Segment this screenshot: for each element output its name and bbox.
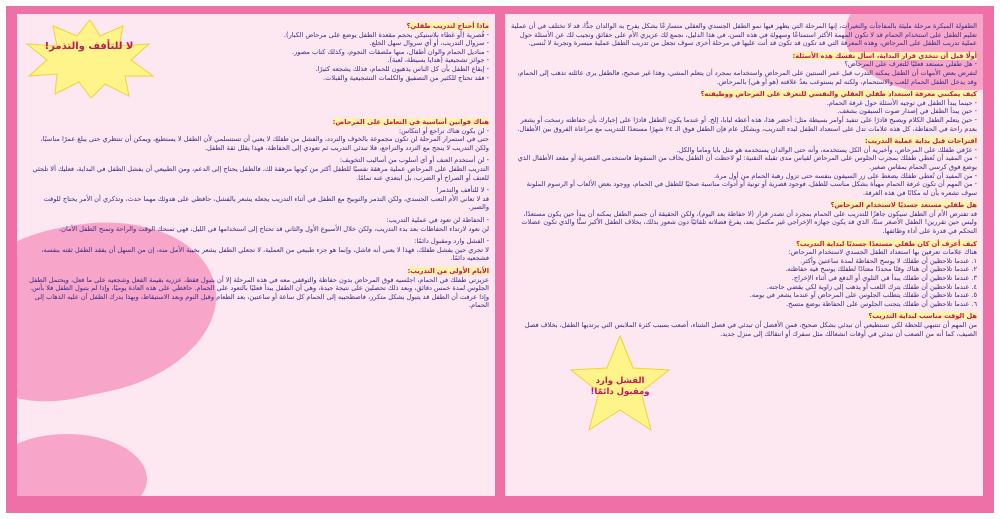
section [511,201,977,235]
text-line: - عرّفي طفلك على المرحاض، وأخبريه أن الكل يستخدمه، وأنه حتى الوالدان يستخدمه هو مثل بابا وماما والكل. [676,145,977,154]
text-line: لتفرض بعض الأمهات أن الطفل يمكنه التدرب قبل عمر السنتين على المرحاض واستخدامه بمجرد أن يتعلم المشي، وهذا غير صحيح، فالطفل يرى عائلته تذهب إلى الحمام، وقد يدخل الطفل الحمام للعب والاستحمام، ولكنه لم يستوعب بعدُ علاقته (هو أو هي) بالمرحاض. [517,68,977,86]
text-line: التدريب الطفل على المرحاض عملية مرهقة نفسيًا للطفل أكثر من كونها مرهقة لك، فالطفل يحتاج إلى الدعم، ومن الطبيعي أن يفشل الطفل في البداية، فعليك ألا تلجئي للعنف أو الصراخ أو الضرب، بل ابتعدي عنه تمامًا. [32,164,489,182]
section-heading: ماذا أحتاج لتدريب طفلي؟ [406,22,489,30]
text-line: قد لا تعاني الأم التعب الجسدي، ولكن التذمر والتوبيخ مع الطفل في أثناء التدريب يجعله يشعر بالفشل، حافظي على هدوئك مهما حدث، وتذكري أن الأمر يحتاج للوقت والصبر. [43,194,489,212]
intro-paragraph: الطفولة المبكرة مرحلة مليئة بالمفاجآت والتغيرات، إنها المرحلة التي يظهر فيها نمو الطفل الجسدي والعقلي متسارعًا بشكل يفرح به الوالدان جدًّا، قد لا تختلف في أن عملية تعليم الطفل على استخدام الحمام قد لا تكون المهمة الأكثر استمتاعًا وسهولة في هذه السن، في هذا الدليل، نجمع لك عزيزي الأم على حقائق ونجيب لك عن الأسئلة حول عملية تدريب الطفل على المرحاض، وهذه المعرفة التي قد تكون قد تكون قد أتت عليها في مرحلة أخرى سوف تجعل من تدريب الطفل عملية ميسرة وتجربة لا تُنسى. [511,22,977,48]
section [27,267,489,310]
section-heading: هل طفلي مستعد جسديًا لاستخدام المرحاض؟ [830,201,977,210]
left-column-main [27,118,489,314]
text-line: - مناديل الحمام والوان أطفال، منها ملصقات النجوم، وكذلك كتاب مصور. [292,47,489,56]
text-line: - لن أستخدم العنف أو أي أسلوب من أساليب التخويف: [339,156,489,165]
text-line: ٢. عندما تلاحظين أن هناك وقتًا محددًا معتادًا لطفلك يوسخ فيه حفاظته. [785,265,977,274]
text-line: لا تجري حين يفشل طفلك، فهذا لا يعني أنه فاشل، وإنما هو جزء طبيعي من العملية، لا تجعلي الطفل يشعر بخيبة الأمل منه، إن من السهل أن يفقد الطفل ثقته بنفسه، فشجعيه دائمًا. [41,245,489,263]
right-page [505,14,983,496]
starburst-shape [25,18,155,98]
text-line: - قُصرية (أو غطاء بلاستيكي بحجم مقعدة الطفل يوضع على مرحاض الكبار). [283,30,489,39]
text-line: - لا للتأفف والتذمر! [436,186,489,195]
text-line: - سروال التدريب، أو أي سروال سهل الخلع. [369,39,489,48]
text-line: - هل طفلي مستعد فعليًا للتعرف على المرحاض؟ [844,60,977,69]
text-line: - إيقاع الطفل بأن كل الناس يذهبون للحمام، فذلك يشجعه كثيرًا. [315,64,489,73]
text-line: - من المفيد أن تُعطي طفلك بمجرب الجلوس على المرحاض لقياس مدى تقبله التقنية: لو لاحظت أن الطفل يخاف من السقوط فاستخدمي القصرية أو مقعد الأطفال الذي يوضع فوق كرسي الحمام بمقاس صغير. [517,154,977,171]
text-line: ٤. عندما تلاحظين أن طفلك يترك اللعب أو يذهب إلى زاوية لكي يقضي حاجته. [766,282,977,291]
section-heading: الأيام الأولى من التدريب: [407,266,489,275]
text-line: - من المهم أن تكون غرفة الحمام مهيأة بشكل مناسب للطفل، فوجود قصرية أو تونية أو أدوات مناسبة صحيًا للطفل في الحمام، ووجود بعض الألعاب أو الرسوم الملونة سوف تشعره بأن له مكانًا في هذه الغرفة. [526,180,977,197]
right-column [511,22,977,342]
section [677,240,977,309]
section-heading: كيف يمكنني معرفة استعداد طفلي العقلي والنفسي للتعرف على المرحاض ووظيفته؟ [700,90,977,99]
text-line: - الفشل وارد ومقبول دائمًا: [414,237,489,246]
section [511,52,977,86]
text-line: ٥. عندما تلاحظين أن طفلك يتطلب الجلوس على المرحاض أو عندما يشعر في يومه. [749,291,977,300]
text-line: - حينما يبدأ الطفل في توجيه الأسئلة حول غرفة الحمام. [826,98,977,107]
section-heading: كيف أعرف أن كان طفلي مستعدًا جسديًا لبداية التدريب؟ [796,239,977,248]
text-line: هناك علامات تعرفين بها استعداد الطفل الجسدي لاستخدام المرحاض: [788,248,977,257]
text-line: - حين يتعلم الطفل الكلام ويصبح قادرًا على تنفيذ أوامر بسيطة مثل: أحضر هذا، هذه أعطه لبابا، إلخ. أو عندما يكون الطفل قادرًا على إخبارك بأن حفاظته رسخت أو يشعر بعدم راحة في الحفاظة، كل هذه علامات تدل على استعداد الطفل لبدء التدريب، وبشكل عام فإن الطفل فوق الـ ٢٤ شهرًا مستعدًا للتدريب مع مراعاة الفروق بين الأطفال. [517,115,977,133]
section-heading: اقتراحات قبل بداية عملية التدريب: [864,137,977,146]
section [27,118,489,263]
section [511,90,977,133]
text-line: - لن يكون هناك تراجع أو انتكاس: [398,126,489,135]
section [511,137,977,197]
section-heading: هل الوقت مناسب لبداية التدريب؟ [868,312,977,321]
decorative-blob [17,434,147,496]
text-line: ١. عندما تلاحظين أن طفلك لا يوسخ الحفاظة لمدة ساعتين وأكثر. [800,256,977,265]
section-heading: أولًا قبل أن تتخذي قرار البداية، اسأل نفسك هذه الأسئلة: [792,51,977,60]
text-line: قد تفترض الأم أن الطفل سيكون جاهزًا للتدريب على الحمام بمجرد أن تصدر قرار (لا حفاظة بعد اليوم)، ولكن الحقيقة أن جسم الطفل يمكنه أن يبدأ حين يكون مستعدًا، وليس حين تقررين! الطفل الأصغر سنًا، الذي قد يكون جهازه الإخراجي غير مكتمل بعد، يفرغ فضلاته تلقائيًا دون شعور بذلك، بخلاف الطفل الأكبر سنًّا والذي تكون عضلات التحكم في قدرة على أداء وظائفها. [521,209,977,236]
text-line: - فقد تحتاج للكثير من التصفيق والكلمات التشجيعية والقبلات. [323,73,489,82]
starburst-label: لا للتأفف والتذمر! [44,41,134,52]
text-line: - حين يبدأ الطفل في إصدار صوت السيفون بشغف. [837,107,977,116]
text-line: حتى في استمرار المرحلة لن تكون مجموعة بالخوف والتردد، والفشل من طفلك لا يعني أن تستسلمي لأن الطفل لا يستطيع، ويمكن أن تنتظري حتى يبلغ عمرًا مناسبًا، ولكن التدريب لا ينجح مع التردد والتراجع، فلا تبدئي التدريب ثم تعودي إلى الحفاظة، فهذا يقلل ثقة الطفل. [40,135,489,152]
text-line: ٦. عندما تلاحظين أن طفلك يتجنب الجلوس على الحفاظة بوضع متسخ. [785,299,977,308]
section [167,22,489,82]
text-line: - جوائز تشجيعية (هدايا بسيطة، لعبة). [387,56,489,65]
left-page [17,14,495,496]
text-line: - من المفيد أن تُعطي طفلك يضغط على زر السيفون بنفسه حتى تزول رهبة الحمام من أول مرة. [713,171,977,180]
text-line: من المهم أن تنتبهي للحظة لكي تستطيعي أن تبدئي بشكل صحيح، فمن الأفضل أن تبدئي في فصل الشتاء، أصعب بسبب كثرة الملابس التي يرتديها الطفل، بخلاف فصل الصيف، كما أنه من الصعب أن تبدئي في أوقات انشغالك مثل سفرك أو انتقالك إلى منزل جديد. [524,321,977,338]
star-label: القشل وارد ومقبول دائمًا! [590,376,650,397]
left-column-top [167,22,489,82]
text-line: عزيزتي طفلك في الحمام، اجلسيه فوق المرحاض بدون حفاظة والتوقفي معه في هذه المرحلة إلا أن يتبول فقط، عززيه بقيمة الفعل وشجعيه على ما فعل، ويحتمل الطفل الجلوس لمدة خمس دقائق، وبعد ذلك تحصلين على نتيجة جيدة، وهي أن الطفل يبدأ فعليًا بالتعود على الحمام. حافظي على هذه العادة يوميًا، وإذا لم يتبول الطفل فلا بأس. وإذا عرفت أن الطفل قد يتبول بشكل متكرر، فاصطحبيه إلى الحمام كل ساعة أو ساعتين، بعد الطعام وقبل النوم وبعد الاستيقاظ، وبهذا يدرك الطفل أن عليه الذهاب إلى الحمام. [29,275,489,310]
text-line: لن نعود لارتداء الحفاظات بعد بدء التدريب، ولكن خلال الأسبوع الأول والثاني قد تحتاج إلى استخدامها في الليل، فهي تمنحك الوقت والراحة وتمنح الطفل الأمان. [59,224,489,233]
text-line: ٣. عندما تلاحظين أن طفلك يبدأ في التلوي أو الدفع في أثناء الإخراج. [791,274,977,283]
text-line: - الحفاظة لن تعود في عملية التدريب: [386,215,489,224]
section-heading: هناك قوانين أساسية في التعامل على المرحاض: [332,118,489,126]
